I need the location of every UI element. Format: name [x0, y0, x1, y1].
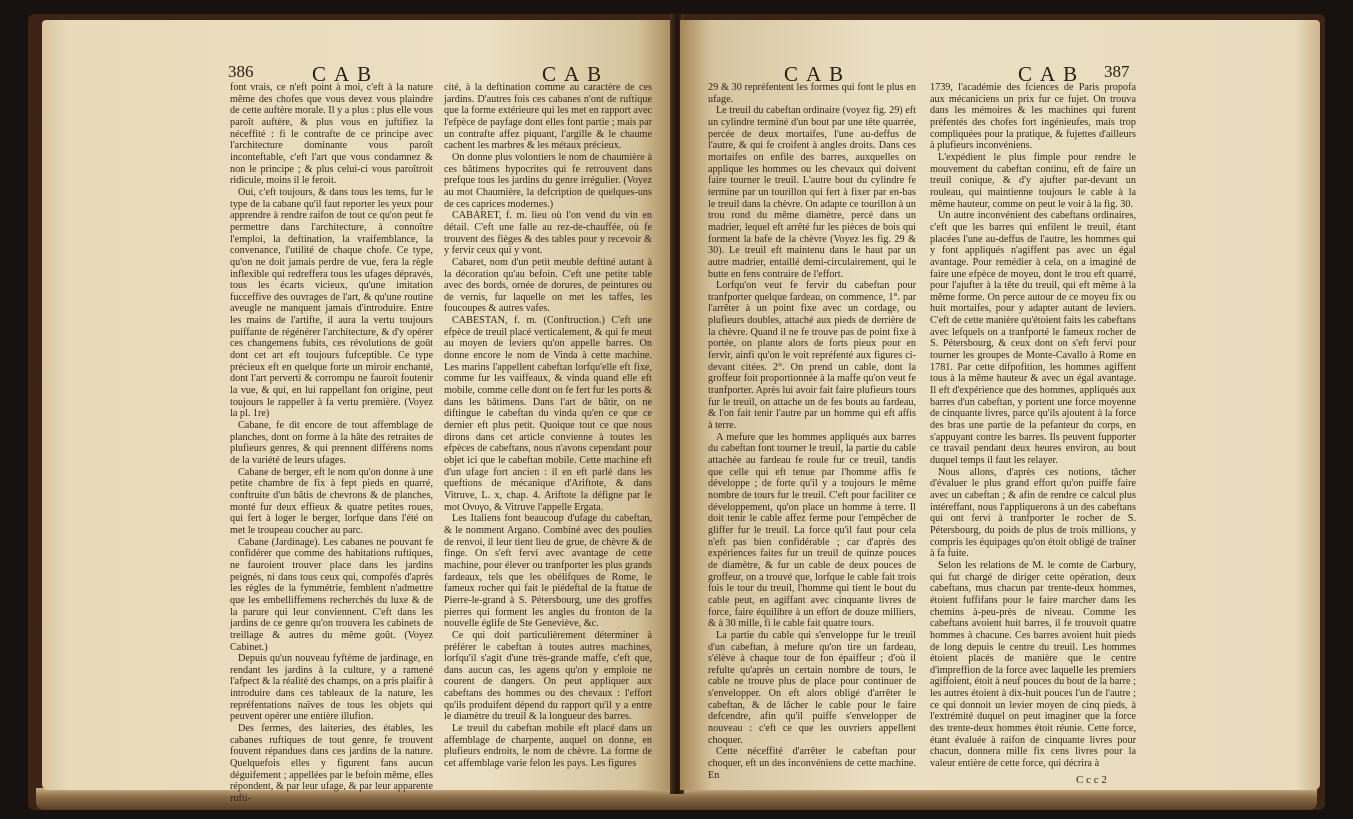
paragraph: A mefure que les hommes appliqués aux barres du cabeftan font tourner le treuil, la partie du cable attachée au fardeau fe roule fur ce treuil, tandis que celle qui eft tenue par l'homme affis fe développe ; de forte qu'il y a toujours le même nombre de tours fur le treuil. C'eft pour faciliter ce développement, qu'on place un homme à terre. Il doit tenir le cable affez ferme pour l'empêcher de gliffer fur le treuil. La force qu'il faut pour cela n'eft pas bien confidérable ; car d'après des expériences faites fur un treuil de quinze pouces de diamètre, & fur un cable de deux pouces de groffeur, on a trouvé que, lorfque le cable fait trois fois le tour du treuil, l'homme qui tient le bout du cable peut, en agiffant avec cinquante livres de force, faire équilibre à un effort de douze milliers, & à 30 mille, fi le cable fait quatre tours. — [708, 431, 916, 630]
paragraph: Depuis qu'un nouveau fyftème de jardinage, en rendant les jardins à la culture, y a ramené l'afpect & la réalité des champs, on a pris plaifir à introduire dans ces tableaux de la nature, les repréfentations naïves de tous les objets qui peuvent opérer une entière illufion. — [230, 653, 433, 723]
paragraph: Ce qui doit particulièrement déterminer à préférer le cabeftan à toutes autres machines, lorfqu'il s'agit d'une très-grande maffe, c'eft que, dans aucun cas, les agens qu'on y emploie ne courent de dangers. On peut appliquer aux cabeftans des hommes ou des chevaux : l'effort qu'ils produifent dépend du rapport qu'il y a entre le diamètre du treuil & la longueur des barres. — [444, 629, 652, 723]
paragraph: Cabaret, nom d'un petit meuble deftiné autant à la décoration qu'au befoin. C'eft une petite table avec des bords, ornée de dorures, de peintures ou de vernis, fur laquelle on met les taffes, les foucoupes & autres vafes. — [444, 256, 652, 315]
paragraph: Le treuil du cabeftan mobile eft placé dans un affemblage de charpente, auquel on donne, en plufieurs endroits, le nom de chèvre. La forme de cet affemblage varie felon les pays. Les figures — [444, 723, 652, 770]
paragraph: On donne plus volontiers le nom de chaumière à ces bâtimens hypocrites qui fe retrouvent dans prefque tous les jardins du genre irrégulier. (Voyez au mot Chaumière, la defcription de quelques-uns de ces caprices modernes.) — [444, 151, 652, 210]
paragraph: L'expédient le plus fimple pour rendre le mouvement du cabeftan continu, eft de faire un treuil conique, & d'y ajufter par-devant un rouleau, qui maintienne toujours le cable à la même hauteur, comme on peut le voir à la fig. 30. — [930, 151, 1136, 210]
paragraph: Un autre inconvénient des cabeftans ordinaires, c'eft que les barres qui enfilent le treuil, étant placées l'une au-deffus de l'autre, les hommes qui y font appliqués n'agiffent pas avec un égal avantage. Pour remédier à cela, on a imaginé de faire une efpèce de moyeu, dont le trou eft quarré, pour l'ajufter à la tête du treuil, qui eft même à la même forme. On perce autour de ce moyeu fix ou huit mortaifes, pour y adapter autant de leviers. C'eft de cette manière qu'étoient faits les cabeftans avec lefquels on a tranfporté le fameux rocher de S. Pétersbourg, & ceux dont on s'eft fervi pour tourner les groupes de Monte-Cavallo à Rome en 1781. Par cette difpofition, les hommes agiffent tous à la même hauteur & avec un égal avantage. Il eft d'expérience que des hommes, appliqués aux barres d'un cabeftan, y portent une force moyenne de cinquante livres, parce qu'ils ajoutent à la force des bras une partie de la pefanteur du corps, en s'appuyant contre les barres. Ils peuvent fupporter ce travail pendant deux heures environ, au bout duquel temps il faut les relayer. — [930, 210, 1136, 466]
right-page-head-right: CAB — [1018, 62, 1086, 86]
right-page-number: 387 — [1104, 62, 1130, 81]
paragraph: Le treuil du cabeftan ordinaire (voyez fig. 29) eft un cylindre terminé d'un bout par une tête quarrée, percée de deux mortaifes, l'une au-deffus de l'autre, & qui fe croifent à angles droits. Dans ces mortaifes on enfile des barres, auxquelles on applique les hommes ou les chevaux qui doivent faire tourner le treuil. L'autre bout du cylindre fe termine par un tourillon qui fert à fixer par en-bas le treuil dans la chèvre. On adapte ce tourillon à un trou rond du même diamètre, percé dans un madrier, lequel eft arrêté fur les pièces de bois qui forment la bafe de la chèvre (Voyez les fig. 29 & 30). Le treuil eft maintenu dans le haut par un autre madrier, entaillé demi-circulairement, qui le butte en fens contraire de l'effort. — [708, 105, 916, 280]
paragraph: Nous allons, d'après ces notions, tâcher d'évaluer le plus grand effort qu'on puiffe faire avec un cabeftan ; & afin de rendre ce calcul plus intéreffant, nous l'appliquerons à un des cabeftans qui ont fervi à tranfporter le rocher de S. Pétersbourg, du poids de plus de trois millions, y compris les équipages qu'on étoit obligé de traîner à fa fuite. — [930, 466, 1136, 560]
paragraph: 1739, l'académie des fciences de Paris propofa aux mécaniciens un prix fur ce fujet. On trouva dans les mémoires & les machines qui furent préfentés des chofes fort ingénieufes, mais trop compliquées pour la pratique, & fujettes d'ailleurs à plufieurs inconvéniens. — [930, 82, 1136, 152]
signature-mark: C c c 2 — [1076, 774, 1107, 786]
paragraph: CABESTAN, f. m. (Conftruction.) C'eft une efpèce de treuil placé verticalement, & qui fe meut au moyen de leviers qu'on appelle barres. On donne encore le nom de Vinda à cette machine. Les marins l'appellent cabeftan lorfqu'elle eft fixe, comme fur les vaiffeaux, & vinda quand elle eft mobile, comme celle dont on fe fert fur les ports & dans les bâtimens. Dans l'art de bâtir, on ne diftingue le cabeftan du vinda qu'en ce que ce dernier eft plus petit. Quoique tout ce que nous dirons dans cet article convienne à toutes les efpèces de cabeftans, nous n'avons cependant pour objet ici que le cabeftan mobile. Cette machine eft d'un ufage fort ancien : il en eft parlé dans les queftions de mécanique d'Ariftote, & dans Vitruve, L. x, chap. 4. Ariftote la défigne par le mot Ονυγο, & Vitruve l'appelle Ergata. — [444, 315, 652, 513]
paragraph: 29 & 30 repréfentent les formes qui font le plus en ufage. — [708, 82, 916, 105]
left-page-head-left: CAB — [312, 62, 380, 86]
paragraph: Cabane (Jardinage). Les cabanes ne pouvant fe confidérer que comme des habitations ruftiques, ne fauroient trouver place dans les jardins peignés, ni dans tous ceux qui, compofés d'après les règles de la fymmétrie, femblent n'admettre que les embelliffemens recherchés du luxe & de la parure qui leur conviennent. C'eft dans les jardins de ce genre qu'on trouvera les cabinets de treillage & autres du même goût. (Voyez Cabinet.) — [230, 536, 433, 653]
paragraph: font vrais, ce n'eft point à moi, c'eft à la nature même des chofes que vous devez vous plaindre de cette auftère morale. Il y a plus : plus elle vous paroît auftère, & plus vous en juftifiez la néceffité : fi le contrafte de ce principe avec l'architecture dominante vous paroît inconteftable, c'eft l'art que vous condamnez & non le principe ; & plus celui-ci vous paroîtroit ridicule, moins il le feroit. — [230, 82, 433, 187]
left-page-column-1 — [230, 82, 433, 805]
paragraph: Cabane de berger, eft le nom qu'on donne à une petite chambre de fix à fept pieds en quarré, conftruite d'un bâtis de chevrons & de planches, monté fur deux effieux & quatre petites roues, qui fert à loger le berger, lorfque dans l'été on met le troupeau coucher au parc. — [230, 466, 433, 536]
paragraph: Cabane, fe dit encore de tout affemblage de planches, dont on forme à la hâte des retraites de plufieurs genres, & qui prennent différens noms de la variété de leurs ufages. — [230, 420, 433, 466]
paragraph: La partie du cable qui s'enveloppe fur le treuil d'un cabeftan, à mefure qu'on tire un fardeau, s'élève à chaque tour de fon épaiffeur ; d'où il refulte qu'après un certain nombre de tours, le cable ne trouve plus de place pour continuer de s'envelopper. On eft alors obligé d'arrêter le cabeftan, & de lâcher le cable pour le faire defcendre, afin qu'il puiffe s'envelopper de nouveau : c'eft ce que les ouvriers appellent choquer. — [708, 629, 916, 746]
right-page-column-2 — [930, 82, 1136, 770]
paragraph: Oui, c'eft toujours, & dans tous les tems, fur le type de la cabane qu'il faut reporter les yeux pour apprendre à rendre raifon de tout ce qu'on peut fe permettre dans l'architecture, à connoître l'emploi, la deftination, la vraifemblance, la convenance, l'utilité de chaque chofe. Ce type, qu'on ne doit jamais perdre de vue, fera la règle inflexible qui redreffera tous les ufages dépravés, tous les écarts vicieux, qu'une imitation fucceffive des ouvrages de l'art, & qu'une routine aveugle ne manquent jamais d'introduire. Entre les mains de l'artifte, il aura la vertu toujours puiffante de régénérer l'architecture, & d'y opérer ces changemens fubits, ces révolutions de goût dont cet art eft toujours fufceptible. Ce type précieux eft en quelque forte un miroir enchanté, dont l'art perverti & corrompu ne fauroit foutenir la vue, & qui, en lui rappellant fon origine, peut toujours le rappeller à fa vertu première. (Voyez la pl. 1re) — [230, 186, 433, 420]
left-page — [42, 20, 674, 805]
left-page-column-2 — [444, 82, 652, 770]
right-page — [680, 20, 1320, 790]
paragraph: Les Italiens font beaucoup d'ufage du cabeftan, & le nomment Argano. Combiné avec des poulies de renvoi, il leur tient lieu de grue, de chèvre & de finge. On s'eft fervi avec avantage de cette machine, pour élever ou tranfporter les plus grands fardeaux, tels que les obélifques de Rome, le fameux rocher qui fait le piédeftal de la ftatue de Pierre-le-grand à S. Pétersbourg, une des groffes pierres qui forment les angles du fronton de la nouvelle églife de Ste Geneviève, &c. — [444, 513, 652, 630]
right-page-head-left: CAB — [784, 62, 852, 86]
paragraph: CABARET, f. m. lieu où l'on vend du vin en détail. C'eft une falle au rez-de-chauffée, où fe trouvent des fièges & des tables pour y recevoir & y fervir ceux qui y vont. — [444, 210, 652, 257]
paragraph: cité, à la deftination comme au caractère de ces jardins. D'autres fois ces cabanes n'ont de ruftique que la forme extérieure qui les met en rapport avec l'efpèce de payfage dont elles font partie ; mais par un contrafte affez piquant, l'argille & le chaume cachent les marbres & les métaux précieux. — [444, 82, 652, 152]
paragraph: Lorfqu'on veut fe fervir du cabeftan pour tranfporter quelque fardeau, on commence, 1°. par l'arrêter à un point fixe avec un cordage, ou plufieurs doubles, attaché aux pieds de derrière de la chèvre. Quand il ne fe trouve pas de point fixe à portée, on plante alors de forts pieux pour en fervir, ainfi qu'on le voit repréfenté aux figures ci-devant citées. 2°. On prend un cable, dont la groffeur foit proportionnée à la maffe qu'on veut fe tranfporter. Après lui avoir fait faire plufieurs tours fur le treuil, on attache un de fes bouts au fardeau, & l'on fait tenir l'autre par un homme qui eft affis à terre. — [708, 280, 916, 432]
paragraph: Selon les relations de M. le comte de Carbury, qui fut chargé de diriger cette opération, deux cabeftans, mus chacun par trente-deux hommes, étoient fuffifans pour le faire marcher dans les chemins à-peu-près de niveau. Comme les cabeftans avoient huit barres, il fe trouvoit quatre hommes à chacune. Ces barres avoient huit pieds de long depuis le centre du treuil. Les hommes étoient placés de manière que le centre d'impreffion de la force avec laquelle les premiers agiffoient, étoit à neuf pouces du bout de la barre ; les autres étoient à dix-huit pouces l'un de l'autre ; ce qui donnoit un levier moyen de cinq pieds, à l'extrémité duquel on peut imaginer que la force des trente-deux hommes étoit réunie. Cette force, étant évaluée à raifon de cinquante livres pour chacun, donnera mille fix cens livres pour la valeur entière de cette force, qui décrira à — [930, 559, 1136, 770]
paragraph: Cette néceffité d'arrêter le cabeftan pour choquer, eft un des inconvéniens de cette machine. En — [708, 746, 916, 781]
left-page-number: 386 — [228, 62, 254, 81]
left-page-head-right: CAB — [542, 62, 610, 86]
paragraph: Des fermes, des laiteries, des étables, les cabanes ruftiques de tout genre, fe trouvent fouvent répandues dans ces jardins de la nature. Quelquefois elles y figurent fans aucun déguifement ; appellées par le befoin même, elles répondent, & par leur ufage, & par leur apparente rufti- — [230, 723, 433, 805]
right-page-column-1 — [708, 82, 916, 781]
